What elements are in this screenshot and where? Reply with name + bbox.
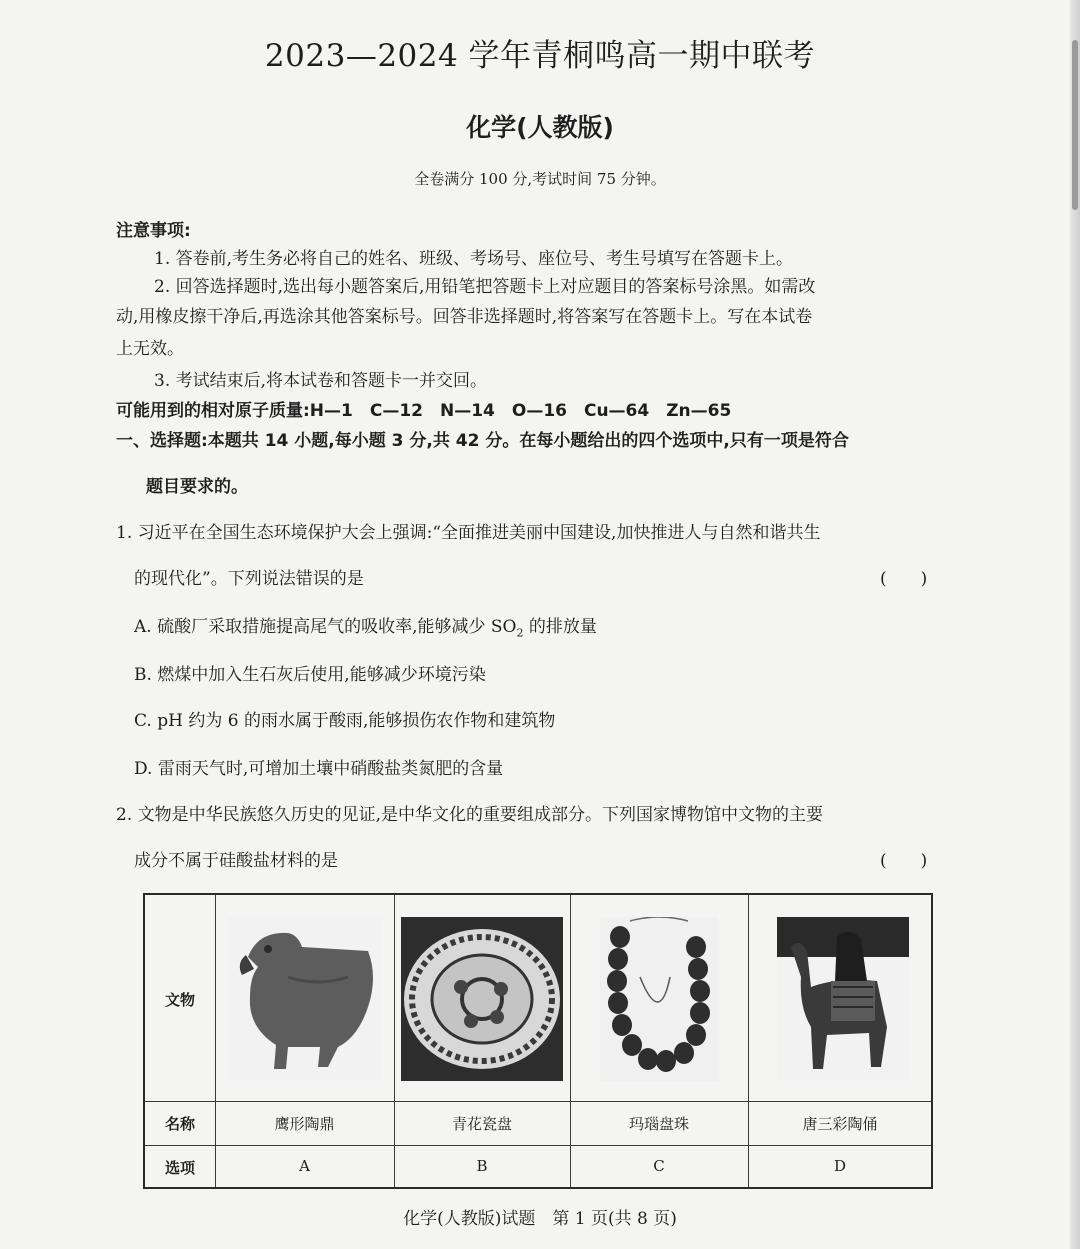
section-heading-cont: 题目要求的。 <box>146 477 248 497</box>
option-b-label[interactable]: B <box>476 1157 488 1175</box>
name-c: 玛瑙盘珠 <box>628 1115 689 1133</box>
q1-option-a[interactable] <box>134 612 964 639</box>
notice-item-1: 1. 答卷前,考生务必将自己的姓名、班级、考场号、座位号、考生号填写在答题卡上。 <box>154 249 794 269</box>
scrollbar-track[interactable] <box>1070 0 1080 1249</box>
option-c-label[interactable]: C <box>653 1157 665 1175</box>
q2-stem-cont: 成分不属于硅酸盐材料的是 <box>134 851 338 871</box>
name-b: 青花瓷盘 <box>451 1115 512 1133</box>
q1-option-a-tail: 的排放量 <box>523 617 597 637</box>
scrollbar-thumb[interactable] <box>1072 40 1078 210</box>
page-footer: 化学(人教版)试题 第 1 页(共 8 页) <box>403 1209 677 1229</box>
name-a: 鹰形陶鼎 <box>274 1115 335 1133</box>
notice-item-2-cont: 动,用橡皮擦干净后,再选涂其他答案标号。回答非选择题时,将答案写在答题卡上。写在本试卷 <box>116 307 813 327</box>
notice-heading: 注意事项: <box>116 221 191 241</box>
q1-option-c[interactable]: C. pH 约为 6 的雨水属于酸雨,能够损伤农作物和建筑物 <box>134 711 556 731</box>
q1-stem-cont: 的现代化”。下列说法错误的是 <box>134 569 364 589</box>
notice-item-3: 3. 考试结束后,将本试卷和答题卡一并交回。 <box>154 371 488 391</box>
photo-blue-white-porcelain-plate <box>401 917 563 1081</box>
row-header-option: 选项 <box>164 1159 195 1177</box>
photo-eagle-pottery-ding <box>228 917 382 1081</box>
section-heading: 一、选择题:本题共 14 小题,每小题 3 分,共 42 分。在每小题给出的四个选项中,只有一项是符合 <box>116 431 849 451</box>
row-header-name: 名称 <box>164 1115 195 1133</box>
artifact-table <box>143 893 933 1189</box>
exam-title: 2023—2024 学年青桐鸣高一期中联考 <box>264 38 816 74</box>
name-d: 唐三彩陶俑 <box>802 1115 878 1133</box>
q2-stem: 2. 文物是中华民族悠久历史的见证,是中华文化的重要组成部分。下列国家博物馆中文物的主要 <box>116 805 824 825</box>
subject-title: 化学(人教版) <box>466 113 614 142</box>
notice-item-2-end: 上无效。 <box>116 339 184 359</box>
atomic-masses: 可能用到的相对原子质量:H—1 C—12 N—14 O—16 Cu—64 Zn—65 <box>116 401 732 421</box>
q1-option-d[interactable]: D. 雷雨天气时,可增加土壤中硝酸盐类氮肥的含量 <box>134 759 504 779</box>
q1-stem: 1. 习近平在全国生态环境保护大会上强调:“全面推进美丽中国建设,加快推进人与自然和谐共生 <box>116 523 821 543</box>
option-a-label[interactable]: A <box>299 1157 310 1175</box>
option-d-label[interactable]: D <box>833 1157 847 1175</box>
q1-option-a-text: A. 硫酸厂采取措施提高尾气的吸收率,能够减少 SO <box>134 617 517 637</box>
so2-subscript: 2 <box>516 626 524 640</box>
row-header-artifact: 文物 <box>164 991 195 1009</box>
score-note: 全卷满分 100 分,考试时间 75 分钟。 <box>414 170 666 188</box>
notice-item-2: 2. 回答选择题时,选出每小题答案后,用铅笔把答题卡上对应题目的答案标号涂黑。如需改 <box>154 277 816 297</box>
photo-tang-sancai-figurine <box>777 917 909 1081</box>
q1-option-b[interactable]: B. 燃煤中加入生石灰后使用,能够减少环境污染 <box>134 665 486 685</box>
photo-agate-beads <box>600 917 718 1081</box>
q1-answer-paren: ( ) <box>880 569 928 589</box>
q2-answer-paren: ( ) <box>880 851 928 871</box>
